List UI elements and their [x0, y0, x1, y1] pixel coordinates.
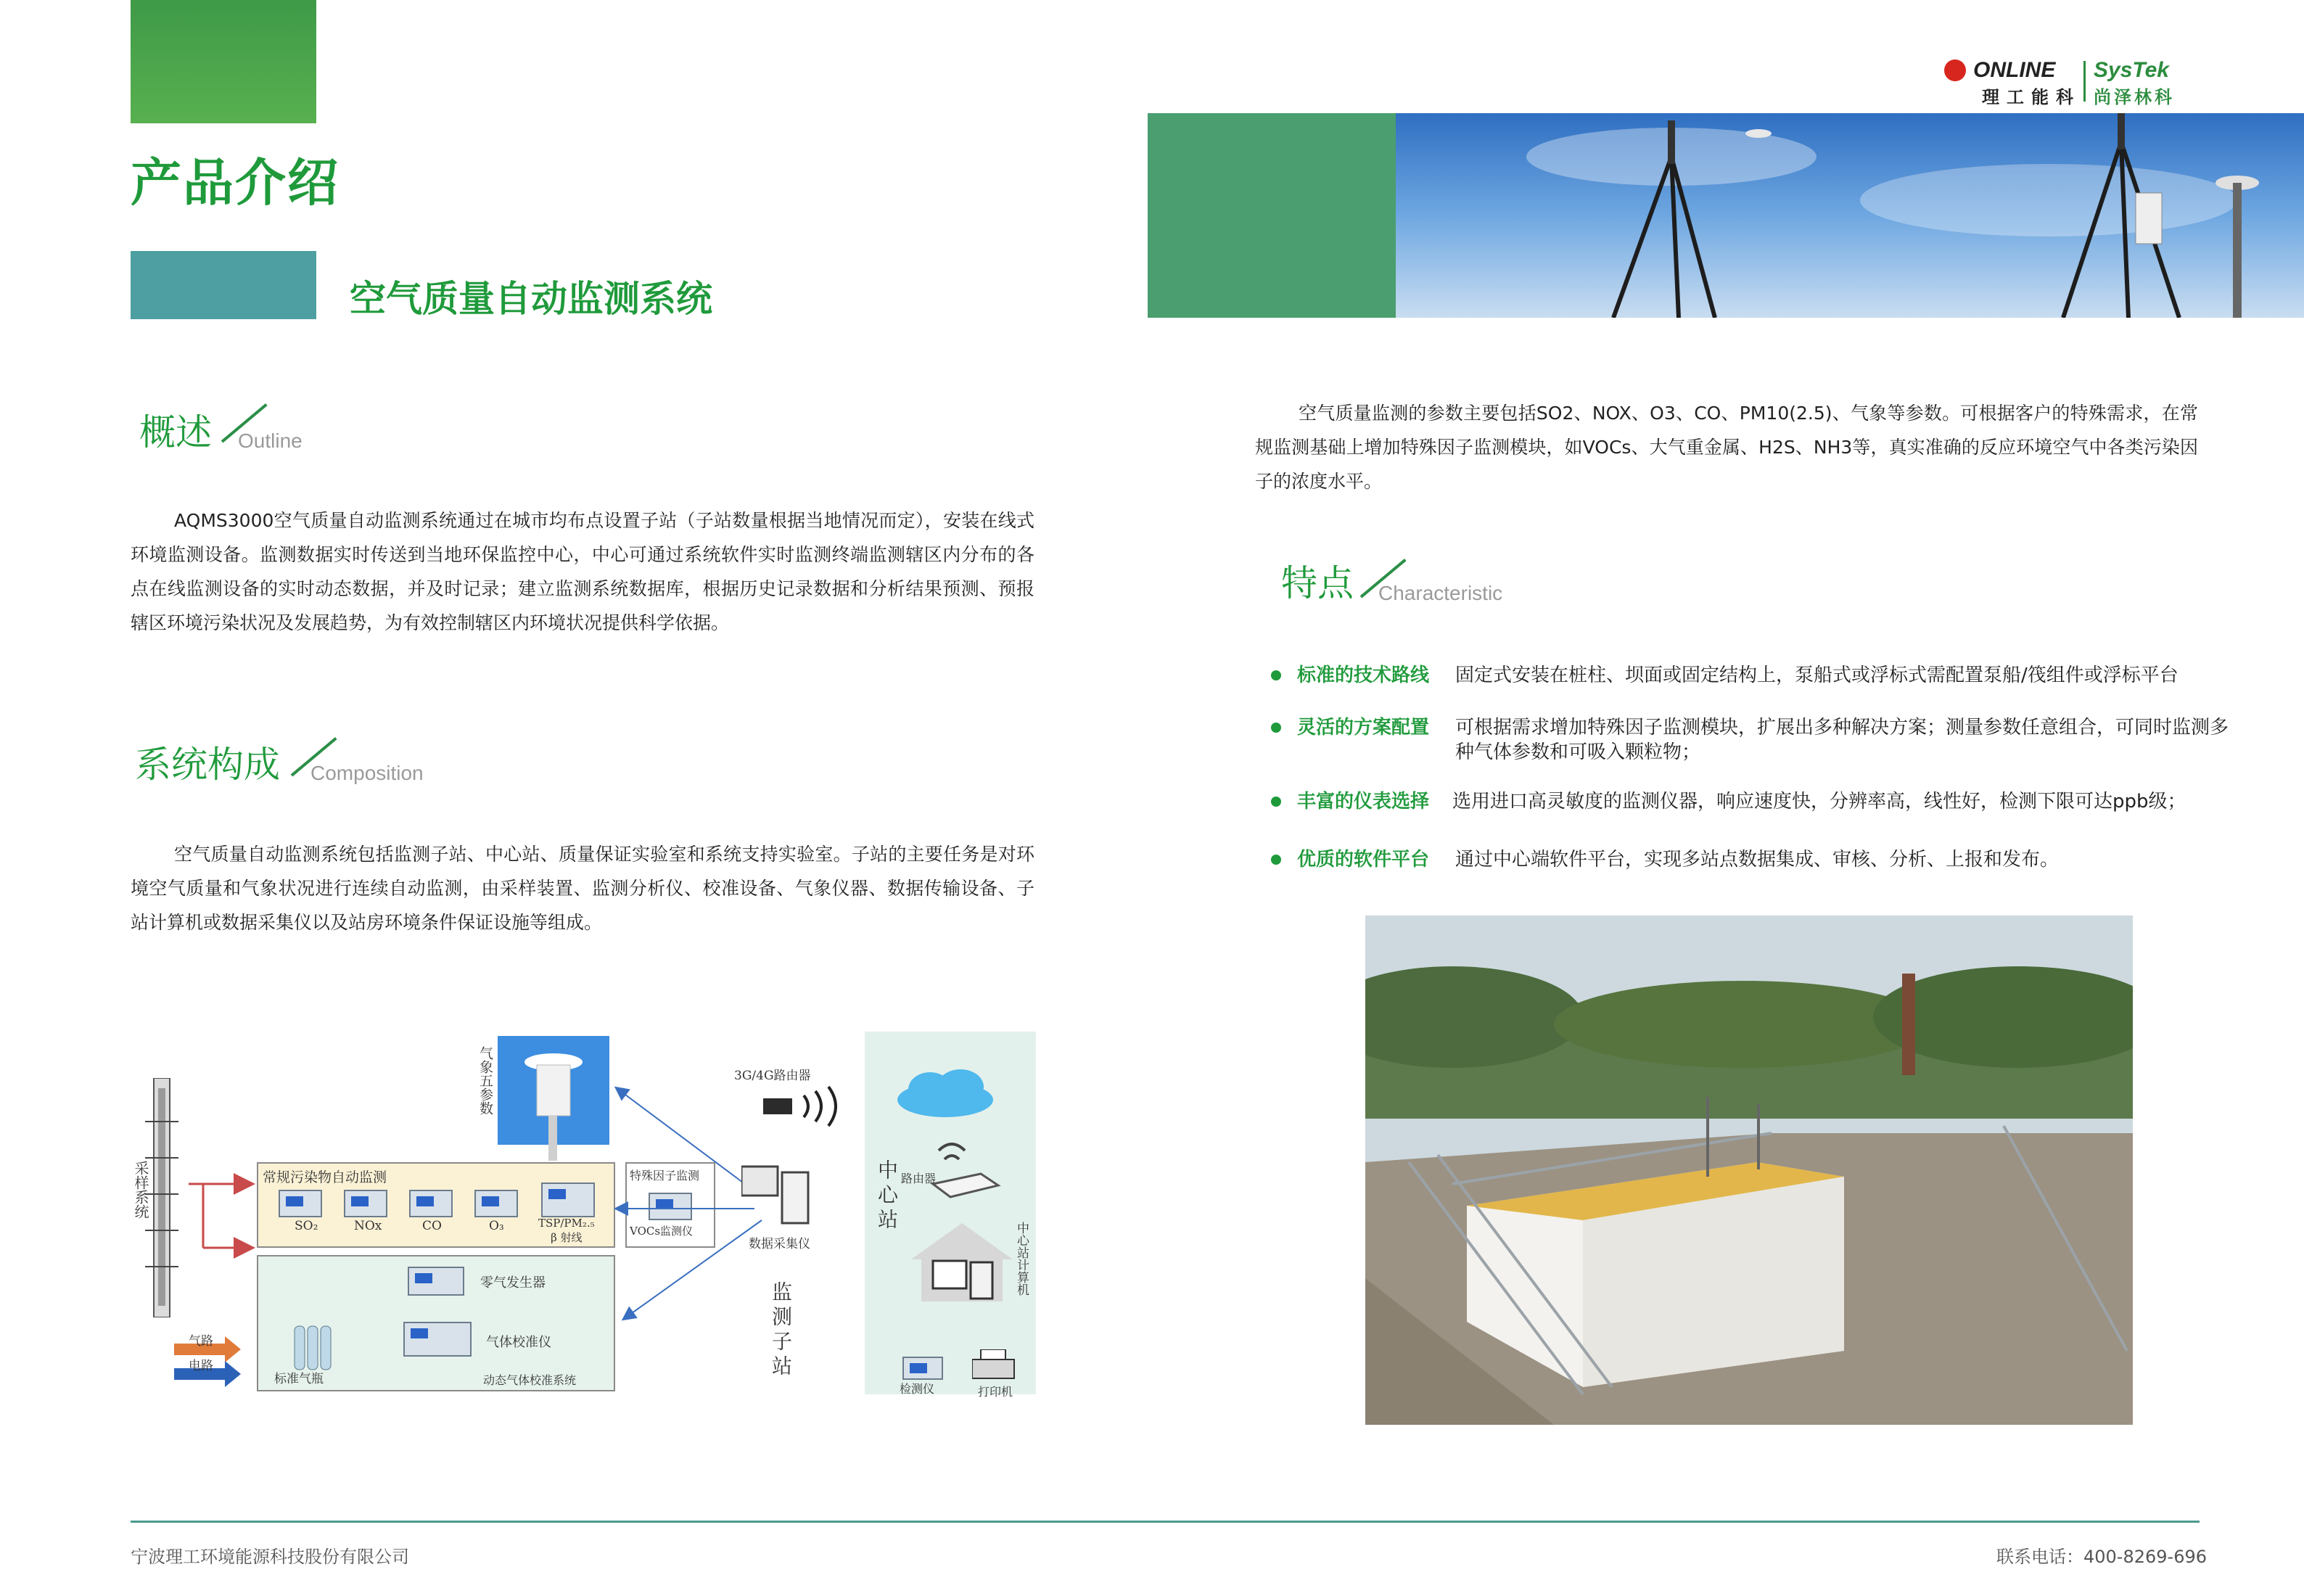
bullet-icon: [1271, 723, 1281, 733]
section-title: 产品介绍: [131, 153, 340, 213]
printer-label: 打印机: [978, 1385, 1013, 1399]
product-title: 空气质量自动监测系统: [350, 278, 712, 320]
bullet-icon: [1271, 855, 1281, 865]
tripod-sensors-graphic: [1396, 113, 2304, 318]
feature-desc: 选用进口高灵敏度的监测仪器，响应速度快，分辨率高，线性好，检测下限可达ppb级；: [1452, 791, 2186, 813]
center-pc-graphic: [911, 1223, 1013, 1303]
system-diagram: [131, 1024, 1042, 1397]
weather-label: 气象五参数: [477, 1046, 493, 1115]
calibration-box: [257, 1255, 615, 1391]
so2-analyzer: [279, 1190, 322, 1217]
teal-title-bar: [131, 251, 316, 319]
logo-systek-text: SysTek: [2094, 58, 2169, 82]
gas-calibrator: [403, 1322, 472, 1357]
collector-label: 数据采集仪: [749, 1237, 810, 1251]
outline-paragraph: [131, 503, 1034, 640]
sampling-arrows: [189, 1169, 261, 1336]
pollutant-monitor-box: [257, 1162, 615, 1248]
center-station-label: 中心站: [875, 1159, 899, 1233]
outline-text: AQMS3000空气质量自动监测系统通过在城市均布点设置子站（子站数量根据当地情况而定），安装在线式环境监测设备。监测数据实时传送到当地环保监控中心，中心可通过系统软件实时监测终端监测辖区内分布的各点在线监测设备的实时动态数据，并及时记录；建立监测系统数据库，根据历史记录数据和分析结果预测、预报辖区环境污染状况及发展趋势，为有效控制辖区内环境状况提供科学依据。: [131, 510, 1034, 633]
voc-label: VOCs监测仪: [630, 1225, 694, 1238]
detector-device: [902, 1357, 943, 1380]
calibrator-label: 气体校准仪: [486, 1335, 551, 1350]
pollutant-box-title: 常规污染物自动监测: [263, 1169, 387, 1185]
pm-analyzer: [541, 1182, 595, 1217]
special-box-title: 特殊因子监测: [630, 1169, 700, 1182]
dynamic-calib-label: 动态气体校准系统: [483, 1373, 577, 1387]
logo-online-cn: 理工能科: [1982, 87, 2081, 107]
zero-gas-label: 零气发生器: [480, 1275, 546, 1291]
substation-label: 监测子站: [769, 1281, 793, 1380]
composition-heading: 系统构成: [135, 744, 280, 786]
router-4g-label: 3G/4G路由器: [734, 1069, 811, 1083]
hero-photo: [1396, 113, 2304, 318]
pm-label: TSP/PM₂.₅ β 射线: [538, 1217, 595, 1244]
composition-paragraph: [131, 837, 1034, 939]
hero-banner: [1148, 113, 2304, 318]
gas-path-label: 气路: [189, 1334, 213, 1349]
gas-cylinders-graphic: [290, 1322, 334, 1373]
company-logo: [1973, 58, 2198, 107]
printer-icon: [972, 1349, 1016, 1381]
zero-gas-generator: [408, 1267, 464, 1296]
footer-contact: 联系电话：400-8269-696: [1996, 1547, 2208, 1567]
logo-online-text: ONLINE: [1973, 58, 2056, 82]
center-router-graphic: [926, 1138, 1005, 1210]
center-station-panel: [865, 1032, 1036, 1399]
data-collector-graphic: [741, 1162, 814, 1227]
elec-path-label: 电路: [189, 1359, 213, 1373]
feature-name: 丰富的仪表选择: [1297, 791, 1430, 813]
bullet-icon: [1271, 670, 1281, 680]
feature-name: 标准的技术路线: [1297, 665, 1430, 686]
bullet-icon: [1271, 797, 1281, 807]
feature-desc: 可根据需求增加特殊因子监测模块，扩展出多种解决方案；测量参数任意组合，可同时监测多种气体参数和可吸入颗粒物；: [1455, 717, 2229, 763]
feature-desc: 通过中心端软件平台，实现多站点数据集成、审核、分析、上报和发布。: [1455, 849, 2060, 871]
nox-analyzer: [344, 1190, 387, 1217]
characteristic-heading: 特点: [1281, 562, 1354, 604]
nox-label: NOx: [354, 1219, 382, 1233]
params-paragraph: [1255, 396, 2198, 498]
footer-divider: [131, 1521, 2200, 1523]
o3-label: O₃: [489, 1219, 504, 1233]
detector-label: 检测仪: [900, 1382, 935, 1396]
o3-analyzer: [474, 1190, 518, 1217]
station-photo-graphic: [1365, 916, 2133, 1425]
path-legend-graphic: [174, 1333, 261, 1391]
weather-station-graphic: [498, 1036, 609, 1161]
feature-desc: 固定式安装在桩柱、坝面或固定结构上，泵船式或浮标式需配置泵船/筏组件或浮标平台: [1455, 665, 2178, 686]
co-label: CO: [422, 1219, 442, 1233]
cloud-icon: [891, 1068, 1000, 1119]
sampling-label: 采样系统: [132, 1161, 149, 1219]
outline-subheading: Outline: [238, 429, 303, 452]
feature-name: 灵活的方案配置: [1297, 717, 1430, 739]
outline-heading: 概述: [139, 411, 212, 453]
co-analyzer: [409, 1190, 453, 1217]
feature-name: 优质的软件平台: [1297, 849, 1430, 871]
center-router-label: 路由器: [901, 1172, 937, 1185]
router-4g-graphic: [763, 1085, 857, 1129]
logo-systek-cn: 尚泽林科: [2094, 87, 2175, 107]
footer-company: 宁波理工环境能源科技股份有限公司: [131, 1547, 409, 1567]
center-pc-label: 中心站计算机: [1014, 1222, 1029, 1296]
power-icon: [1944, 59, 1966, 81]
monitoring-station-photo: [1365, 916, 2133, 1425]
logo-divider: [2083, 61, 2086, 102]
composition-text: 空气质量自动监测系统包括监测子站、中心站、质量保证实验室和系统支持实验室。子站的主要任务是对环境空气质量和气象状况进行连续自动监测，由采样装置、监测分析仪、校准设备、气象仪器、数据传输设备、子站计算机或数据采集仪以及站房环境条件保证设施等组成。: [131, 844, 1034, 933]
hero-green-block: [1148, 113, 1396, 318]
so2-label: SO₂: [295, 1219, 318, 1233]
std-gas-label: 标准气瓶: [274, 1372, 324, 1386]
characteristic-subheading: Characteristic: [1378, 582, 1503, 604]
composition-subheading: Composition: [310, 762, 424, 784]
green-header-block: [131, 0, 316, 123]
params-text: 空气质量监测的参数主要包括SO2、NOX、O3、CO、PM10(2.5)、气象等参数。可根据客户的特殊需求，在常规监测基础上增加特殊因子监测模块，如VOCs、大气重金属、H2S、NH3等，真实准确的反应环境空气中各类污染因子的浓度水平。: [1255, 403, 2198, 492]
